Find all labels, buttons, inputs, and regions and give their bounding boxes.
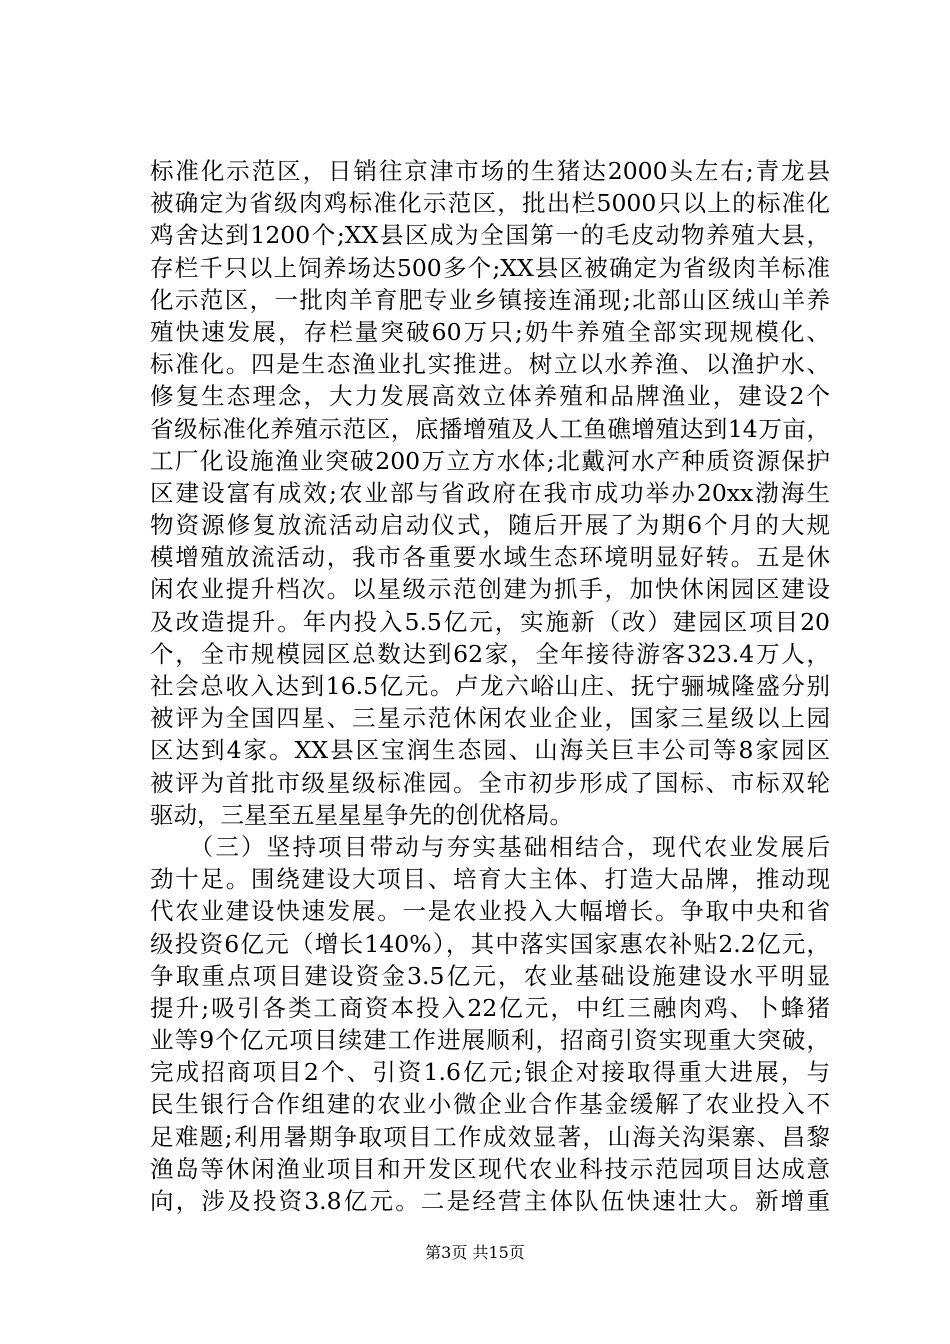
text-line: 标准化。四是生态渔业扎实推进。树立以水养渔、以渔护水、 xyxy=(150,350,830,379)
text-line: 足难题;利用暑期争取项目工作成效显著，山海关沟渠寨、昌黎 xyxy=(150,1122,830,1151)
text-line: 民生银行合作组建的农业小微企业合作基金缓解了农业投入不 xyxy=(150,1090,830,1119)
paragraph-end-line: 驱动，三星至五星星星争先的创优格局。 xyxy=(150,800,573,829)
text-line: 完成招商项目2个、引资1.6亿元;银企对接取得重大进展，与 xyxy=(150,1058,830,1087)
paragraph-start-line: （三）坚持项目带动与夯实基础相结合，现代农业发展后 xyxy=(150,832,830,861)
text-line: 物资源修复放流活动启动仪式，随后开展了为期6个月的大规 xyxy=(150,511,830,540)
text-line: 争取重点项目建设资金3.5亿元，农业基础设施建设水平明显 xyxy=(150,961,830,990)
text-line: 区建设富有成效;农业部与省政府在我市成功举办20xx渤海生 xyxy=(150,478,830,507)
text-line: 社会总收入达到16.5亿元。卢龙六峪山庄、抚宁骊城隆盛分别 xyxy=(150,672,830,700)
text-line: 模增殖放流活动，我市各重要水域生态环境明显好转。五是休 xyxy=(150,543,830,572)
text-line: 被评为全国四星、三星示范休闲农业企业，国家三星级以上园 xyxy=(150,704,830,733)
text-line: 代农业建设快速发展。一是农业投入大幅增长。争取中央和省 xyxy=(150,897,830,926)
text-line: 被评为首批市级星级标准园。全市初步形成了国标、市标双轮 xyxy=(150,768,830,797)
text-line: 个，全市规模园区总数达到62家，全年接待游客323.4万人， xyxy=(150,639,830,668)
text-line: 工厂化设施渔业突破200万立方水体;北戴河水产种质资源保护 xyxy=(150,446,830,475)
text-line: 存栏千只以上饲养场达500多个;XX县区被确定为省级肉羊标准 xyxy=(150,253,830,282)
text-line: 殖快速发展，存栏量突破60万只;奶牛养殖全部实现规模化、 xyxy=(150,317,830,346)
text-line: 修复生态理念，大力发展高效立体养殖和品牌渔业，建设2个 xyxy=(150,382,830,411)
text-line: 省级标准化养殖示范区，底播增殖及人工鱼礁增殖达到14万亩， xyxy=(150,414,830,443)
text-line: 向，涉及投资3.8亿元。二是经营主体队伍快速壮大。新增重 xyxy=(150,1187,830,1215)
text-line: 及改造提升。年内投入5.5亿元，实施新（改）建园区项目20 xyxy=(150,607,830,636)
text-line: 渔岛等休闲渔业项目和开发区现代农业科技示范园项目达成意 xyxy=(150,1154,830,1183)
text-line: 劲十足。围绕建设大项目、培育大主体、打造大品牌，推动现 xyxy=(150,865,830,894)
text-line: 化示范区，一批肉羊育肥专业乡镇接连涌现;北部山区绒山羊养 xyxy=(150,285,830,314)
text-line: 标准化示范区，日销往京津市场的生猪达2000头左右;青龙县 xyxy=(150,157,830,185)
text-line: 闲农业提升档次。以星级示范创建为抓手，加快休闲园区建设 xyxy=(150,575,830,604)
page-footer: 第3页 共15页 xyxy=(425,1243,525,1262)
text-line: 业等9个亿元项目续建工作进展顺利，招商引资实现重大突破， xyxy=(150,1026,830,1055)
text-line: 被确定为省级肉鸡标准化示范区，批出栏5000只以上的标准化 xyxy=(150,189,830,218)
document-body xyxy=(150,155,830,1217)
text-line: 级投资6亿元（增长140%），其中落实国家惠农补贴2.2亿元， xyxy=(150,929,830,958)
text-line: 区达到4家。XX县区宝润生态园、山海关巨丰公司等8家园区 xyxy=(150,736,830,765)
text-line: 鸡舍达到1200个;XX县区成为全国第一的毛皮动物养殖大县， xyxy=(150,221,830,250)
text-line: 提升;吸引各类工商资本投入22亿元，中红三融肉鸡、卜蜂猪 xyxy=(150,993,830,1022)
